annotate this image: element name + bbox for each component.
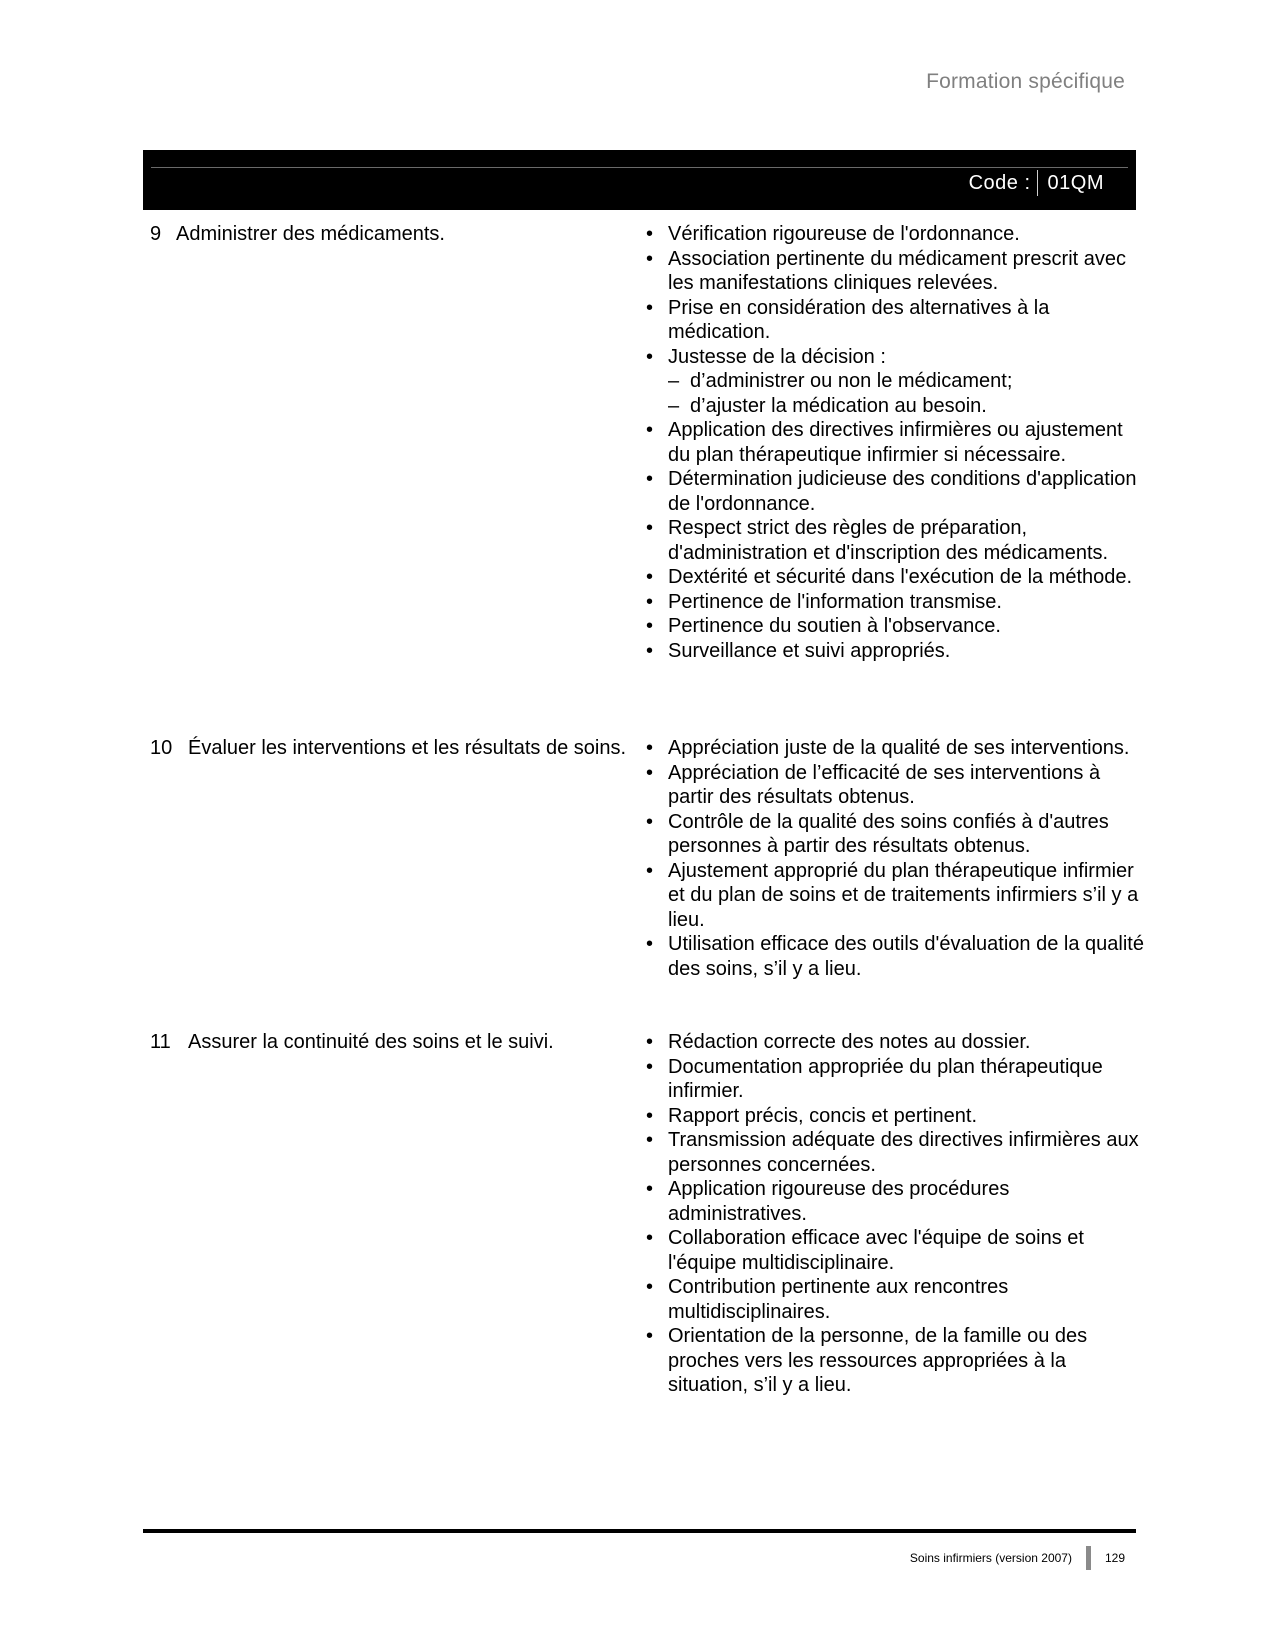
bullet-icon: • bbox=[646, 859, 654, 882]
element-statement bbox=[150, 1030, 640, 1054]
element-title: Administrer des médicaments. bbox=[176, 223, 445, 245]
competency-table bbox=[150, 222, 1137, 662]
banner-rule bbox=[151, 167, 1128, 168]
bullet-icon: • bbox=[646, 1031, 654, 1053]
bullet-icon: • bbox=[646, 566, 654, 588]
performance-criteria bbox=[644, 222, 1144, 663]
criterion-item: • Association pertinente du médicament prescrit avec les manifestations cliniques relevées. bbox=[646, 247, 1127, 294]
bullet-icon: • bbox=[646, 761, 654, 784]
bullet-icon: • bbox=[646, 517, 654, 539]
criterion-item: • Orientation de la personne, de la famille ou des proches vers les ressources appropriées à la situation, s’il y a lieu. bbox=[646, 1325, 1088, 1396]
bullet-icon: • bbox=[646, 1129, 654, 1151]
criterion-item: • Application des directives infirmières ou ajustement du plan thérapeutique infirmier si nécessaire. bbox=[646, 419, 1123, 466]
bullet-icon: • bbox=[646, 1055, 654, 1078]
criterion-item: • Documentation appropriée du plan thérapeutique infirmier. bbox=[646, 1055, 1103, 1102]
code-separator bbox=[1037, 170, 1038, 196]
bullet-icon: • bbox=[646, 1227, 654, 1249]
bullet-icon: • bbox=[646, 1276, 654, 1298]
criterion-item: • Détermination judicieuse des conditions d'application de l'ordonnance. bbox=[646, 468, 1137, 515]
criterion-item: • Transmission adéquate des directives infirmières aux personnes concernées. bbox=[646, 1129, 1139, 1176]
criterion-item: • Prise en considération des alternatives à la médication. bbox=[646, 296, 1050, 343]
bullet-icon: • bbox=[646, 615, 654, 637]
bullet-icon: • bbox=[646, 419, 654, 441]
criterion-item: • Vérification rigoureuse de l'ordonnance. bbox=[646, 223, 1020, 245]
element-statement bbox=[150, 736, 640, 760]
competency-table-part-2 bbox=[150, 736, 1144, 980]
bullet-icon: • bbox=[646, 1178, 654, 1200]
criterion-item: • Contrôle de la qualité des soins confiés à d'autres personnes à partir des résultats obtenus. bbox=[646, 810, 1109, 857]
course-code bbox=[969, 170, 1104, 196]
code-value: 01QM bbox=[1047, 171, 1104, 194]
element-row bbox=[150, 736, 1144, 980]
element-title: Assurer la continuité des soins et le suivi. bbox=[188, 1031, 554, 1053]
sub-criterion: – d’administrer ou non le médicament; bbox=[668, 370, 1013, 392]
sub-criterion: – d’ajuster la médication au besoin. bbox=[668, 394, 987, 417]
element-statement bbox=[150, 222, 640, 246]
code-banner bbox=[143, 150, 1136, 210]
criterion-item: • Appréciation de l’efficacité de ses interventions à partir des résultats obtenus. bbox=[646, 761, 1101, 808]
element-number: 11 bbox=[150, 1031, 171, 1053]
criterion-item: • Surveillance et suivi appropriés. bbox=[646, 639, 951, 662]
criterion-item: • Justesse de la décision : – d’administrer ou non le médicament; – d’ajuster la médication au besoin. bbox=[644, 345, 1144, 419]
bullet-icon: • bbox=[646, 345, 654, 368]
footer-doc-title: Soins infirmiers (version 2007) bbox=[909, 1551, 1072, 1565]
bullet-icon: • bbox=[646, 1325, 654, 1347]
performance-criteria bbox=[644, 1030, 1144, 1398]
criterion-item: • Application rigoureuse des procédures administratives. bbox=[646, 1178, 1010, 1225]
performance-criteria bbox=[644, 736, 1144, 981]
criterion-item: • Collaboration efficace avec l'équipe de soins et l'équipe multidisciplinaire. bbox=[646, 1227, 1084, 1274]
criterion-item: • Rédaction correcte des notes au dossier. bbox=[646, 1031, 1031, 1053]
element-row bbox=[150, 1030, 1139, 1396]
code-label: Code : bbox=[968, 171, 1031, 194]
bullet-icon: • bbox=[646, 468, 654, 490]
criterion-item: • Pertinence du soutien à l'observance. bbox=[646, 615, 1001, 637]
competency-table-part-3 bbox=[150, 1030, 1139, 1396]
criterion-item: • Utilisation efficace des outils d'évaluation de la qualité des soins, s’il y a lieu. bbox=[646, 933, 1144, 980]
bullet-icon: • bbox=[646, 247, 654, 270]
bullet-icon: • bbox=[646, 590, 654, 613]
element-number: 10 bbox=[150, 737, 173, 759]
bullet-icon: • bbox=[646, 810, 654, 833]
page-number: 129 bbox=[1104, 1551, 1125, 1565]
bullet-icon: • bbox=[646, 223, 654, 245]
criterion-item: • Appréciation juste de la qualité de ses interventions. bbox=[646, 737, 1130, 759]
bullet-icon: • bbox=[646, 1104, 654, 1127]
criterion-item: • Pertinence de l'information transmise. bbox=[646, 590, 1002, 613]
bullet-icon: • bbox=[646, 933, 654, 955]
element-row bbox=[150, 222, 1137, 662]
footer-divider bbox=[1086, 1546, 1091, 1570]
element-title: Évaluer les interventions et les résultats de soins. bbox=[188, 737, 626, 759]
criterion-item: • Contribution pertinente aux rencontres multidisciplinaires. bbox=[646, 1276, 1009, 1323]
criterion-item: • Ajustement approprié du plan thérapeutique infirmier et du plan de soins et de traitements infirmiers s’il y a lieu. bbox=[646, 859, 1139, 931]
criterion-item: • Rapport précis, concis et pertinent. bbox=[646, 1104, 978, 1127]
criterion-item: • Respect strict des règles de préparation, d'administration et d'inscription des médicaments. bbox=[646, 517, 1109, 564]
bullet-icon: • bbox=[646, 639, 654, 662]
bullet-icon: • bbox=[646, 296, 654, 319]
bullet-icon: • bbox=[646, 737, 654, 759]
criterion-item: • Dextérité et sécurité dans l'exécution de la méthode. bbox=[646, 566, 1133, 588]
running-header: Formation spécifique bbox=[926, 70, 1125, 93]
element-number: 9 bbox=[150, 223, 162, 245]
footer-rule bbox=[143, 1529, 1136, 1533]
page-footer bbox=[910, 1546, 1125, 1570]
